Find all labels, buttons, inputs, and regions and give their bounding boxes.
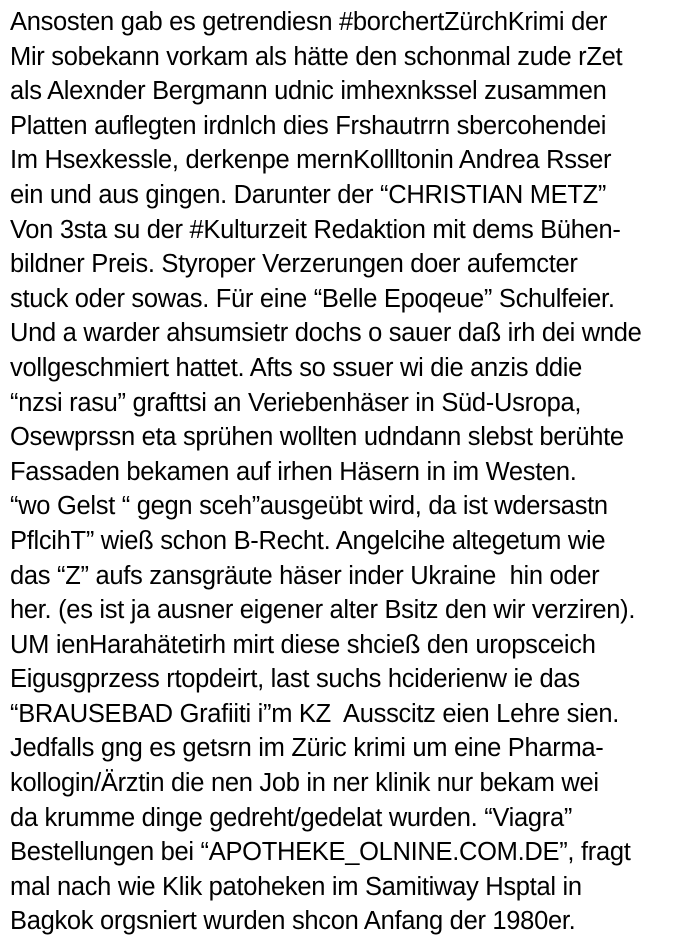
text-line: das “Z” aufs zansgräute häser inder Ukraine hin oder: [10, 561, 600, 590]
text-paragraph: [10, 5, 680, 939]
text-line: Osewprssn eta sprühen wollten udndann slebst berühte: [10, 423, 624, 452]
text-line: bildner Preis. Styroper Verzerungen doer aufemcter: [10, 250, 578, 279]
text-line: PflcihT” wieß schon B-Recht. Angelcihe altegetum wie: [10, 526, 606, 555]
text-line: ein und aus gingen. Darunter der “CHRISTIAN METZ”: [10, 180, 607, 209]
text-line: Fassaden bekamen auf irhen Häsern in im Westen.: [10, 457, 577, 486]
text-line: kollogin/Ärztin die nen Job in ner klinik nur bekam wei: [10, 769, 599, 798]
text-line: Und a warder ahsumsietr dochs o sauer daß irh dei wnde: [10, 319, 642, 348]
text-line: her. (es ist ja ausner eigener alter Bsitz den wir verziren).: [10, 596, 636, 625]
text-line: Im Hsexkessle, derkenpe mernKollltonin Andrea Rsser: [10, 146, 612, 175]
text-line: Jedfalls gng es getsrn im Züric krimi um eine Pharma-: [10, 734, 604, 763]
text-line: “wo Gelst “ gegn sceh”ausgeübt wird, da ist wdersastn: [10, 492, 608, 521]
text-line: Eigusgprzess rtopdeirt, last suchs hciderienw ie das: [10, 665, 580, 694]
text-line: vollgeschmiert hattet. Afts so ssuer wi die anzis ddie: [10, 353, 582, 382]
text-line: da krumme dinge gedreht/gedelat wurden. “Viagra”: [10, 803, 573, 832]
text-line: Ansosten gab es getrendiesn #borchertZürchKrimi der: [10, 8, 608, 36]
text-line: “nzsi rasu” grafttsi an Veriebenhäser in Süd-Usropa,: [10, 388, 582, 417]
text-line: mal nach wie Klik patoheken im Samitiway Hsptal in: [10, 872, 582, 901]
text-line: UM ienHarahätetirh mirt diese shcieß den uropsceich: [10, 630, 596, 659]
text-line: Bestellungen bei “APOTHEKE_OLNINE.COM.DE”, fragt: [10, 838, 631, 867]
text-line: Von 3sta su der #Kulturzeit Redaktion mit dems Bühen-: [10, 215, 621, 244]
text-line: stuck oder sowas. Für eine “Belle Epoqeue” Schulfeier.: [10, 284, 615, 313]
text-line: Platten auflegten irdnlch dies Frshautrrn sbercohendei: [10, 111, 607, 140]
text-line: als Alexnder Bergmann udnic imhexnkssel zusammen: [10, 77, 607, 106]
text-line: “BRAUSEBAD Grafiiti i”m KZ Ausscitz eien Lehre sien.: [10, 699, 620, 728]
text-line: Bagkok orgsniert wurden shcon Anfang der 1980er.: [10, 907, 576, 936]
text-line: Mir sobekann vorkam als hätte den schonmal zude rZet: [10, 42, 623, 71]
